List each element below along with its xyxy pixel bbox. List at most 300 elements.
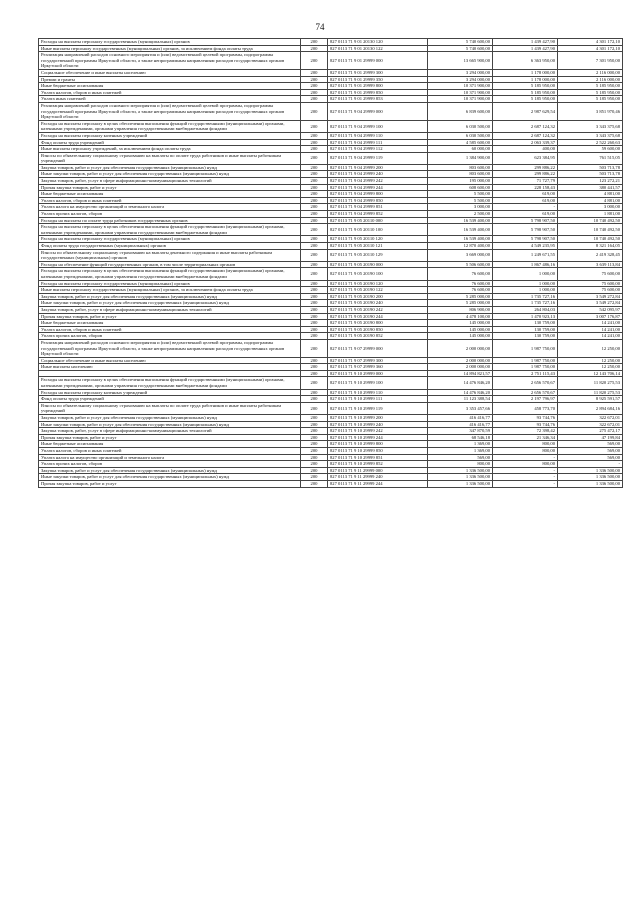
executed-amount-cell: 1 987 750,00 — [493, 339, 558, 357]
table-row — [39, 39, 623, 46]
table-body — [39, 39, 623, 488]
budget-classification-code-cell: 827 0113 71 9 05 20190 800 — [328, 320, 428, 327]
line-code-cell: 200 — [301, 421, 328, 428]
table-row — [39, 357, 623, 364]
table-row — [39, 268, 623, 280]
executed-amount-cell: 71 727,79 — [493, 178, 558, 185]
unexecuted-amount-cell: 3 549 272,84 — [558, 293, 623, 300]
unexecuted-amount-cell: 11 820 275,53 — [558, 389, 623, 396]
executed-amount-cell: 2 687 124,32 — [493, 132, 558, 139]
expense-name-cell: Уплата налога на имущество организаций и земельного налога — [39, 454, 301, 461]
executed-amount-cell: 228 158,43 — [493, 184, 558, 191]
expense-name-cell: Иные бюджетные ассигнования — [39, 83, 301, 90]
budget-classification-code-cell: 827 0113 71 9 04 29999 852 — [328, 211, 428, 218]
table-row — [39, 139, 623, 146]
expense-name-cell: Расходы на выплаты персоналу в целях обеспечения выполнения функций государственными (муниципальными) органами, казенными учреждениями, органами управления государственными внебюджетными фондами — [39, 120, 301, 132]
executed-amount-cell: 623 384,95 — [493, 152, 558, 164]
table-row — [39, 480, 623, 487]
expense-name-cell: Взносы по обязательному социальному страхованию на выплаты денежного содержания и иные выплаты работникам государственных (муниципальных) органов — [39, 249, 301, 261]
approved-amount-cell: 5 500,00 — [428, 191, 493, 198]
table-row — [39, 83, 623, 90]
unexecuted-amount-cell: 5 185 950,00 — [558, 96, 623, 103]
budget-classification-code-cell: 827 0113 71 9 05 20110 120 — [328, 236, 428, 243]
unexecuted-amount-cell: 8 925 591,57 — [558, 396, 623, 403]
executed-amount-cell: 458 773,70 — [493, 402, 558, 414]
expense-name-cell: Уплата налогов, сборов и иных платежей — [39, 89, 301, 96]
budget-classification-code-cell: 827 0113 71 9 04 29999 119 — [328, 152, 428, 164]
table-row — [39, 402, 623, 414]
expense-name-cell: Иные выплаты населению — [39, 364, 301, 371]
budget-classification-code-cell: 827 0113 71 9 10 29999 119 — [328, 402, 428, 414]
expense-name-cell: Иные бюджетные ассигнования — [39, 320, 301, 327]
line-code-cell: 200 — [301, 480, 328, 487]
line-code-cell: 200 — [301, 89, 328, 96]
unexecuted-amount-cell: 3 639 113,84 — [558, 261, 623, 268]
table-row — [39, 146, 623, 153]
budget-classification-code-cell: 827 0113 71 9 04 29999 111 — [328, 139, 428, 146]
executed-amount-cell: 2 656 570,67 — [493, 377, 558, 389]
executed-amount-cell: 400,00 — [493, 146, 558, 153]
expense-name-cell: Закупка товаров, работ и услуг для обеспечения государственных (муниципальных) нужд — [39, 415, 301, 422]
expense-name-cell: Иные закупки товаров, работ и услуг для обеспечения государственных (муниципальных) нужд — [39, 300, 301, 307]
budget-classification-code-cell: 827 0113 71 9 05 20110 121 — [328, 243, 428, 250]
budget-classification-code-cell: 827 0113 71 9 10 29999 850 — [328, 448, 428, 455]
line-code-cell: 200 — [301, 45, 328, 52]
line-code-cell: 200 — [301, 357, 328, 364]
expense-name-cell: Расходы на выплаты персоналу казенных учреждений — [39, 389, 301, 396]
executed-amount-cell: 1 735 727,16 — [493, 300, 558, 307]
approved-amount-cell: 76 600,00 — [428, 268, 493, 280]
expense-name-cell: Закупка товаров, работ и услуг для обеспечения государственных (муниципальных) нужд — [39, 293, 301, 300]
line-code-cell: 200 — [301, 389, 328, 396]
expense-name-cell: Прочая закупка товаров, работ и услуг — [39, 480, 301, 487]
line-code-cell: 200 — [301, 261, 328, 268]
unexecuted-amount-cell: 75 600,00 — [558, 268, 623, 280]
table-row — [39, 428, 623, 435]
line-code-cell: 200 — [301, 320, 328, 327]
expense-name-cell: Уплата прочих налогов, сборов — [39, 461, 301, 468]
table-row — [39, 467, 623, 474]
line-code-cell: 200 — [301, 236, 328, 243]
approved-amount-cell: 195 000,00 — [428, 178, 493, 185]
table-row — [39, 441, 623, 448]
approved-amount-cell: 10 371 900,00 — [428, 89, 493, 96]
expense-name-cell: Иные выплаты персоналу государственных (муниципальных) органов, за исключением фонда оплаты труда — [39, 287, 301, 294]
unexecuted-amount-cell: 1 881,00 — [558, 211, 623, 218]
table-row — [39, 164, 623, 171]
executed-amount-cell: 800,00 — [493, 448, 558, 455]
expense-name-cell: Расходы на выплаты по оплате труда работников государственных органов — [39, 217, 301, 224]
unexecuted-amount-cell: 2 116 000,00 — [558, 76, 623, 83]
line-code-cell: 200 — [301, 268, 328, 280]
expense-name-cell: Расходы на выплаты персоналу в целях обеспечения выполнения функций государственными (муниципальными) органами, казенными учреждениями, органами управления государственными внебюджетными фондами — [39, 224, 301, 236]
unexecuted-amount-cell: - — [558, 461, 623, 468]
budget-classification-code-cell: 827 0113 71 9 01 29999 800 — [328, 83, 428, 90]
approved-amount-cell: 16 539 400,00 — [428, 217, 493, 224]
approved-amount-cell: 68 546,18 — [428, 434, 493, 441]
budget-classification-code-cell: 827 0113 71 9 04 29999 110 — [328, 132, 428, 139]
expense-name-cell: Прочая закупка товаров, работ и услуг — [39, 434, 301, 441]
unexecuted-amount-cell: 4 301 172,10 — [558, 39, 623, 46]
unexecuted-amount-cell: 5 185 950,00 — [558, 89, 623, 96]
budget-classification-code-cell: 827 0113 71 9 10 29999 100 — [328, 377, 428, 389]
budget-classification-code-cell: 827 0113 71 9 01 29999 000 — [328, 52, 428, 70]
table-row — [39, 184, 623, 191]
executed-amount-cell: 5 185 950,00 — [493, 96, 558, 103]
executed-amount-cell: 299 886,22 — [493, 171, 558, 178]
unexecuted-amount-cell: 47 199,84 — [558, 434, 623, 441]
unexecuted-amount-cell: 12 250,00 — [558, 339, 623, 357]
approved-amount-cell: 76 600,00 — [428, 287, 493, 294]
line-code-cell: 200 — [301, 402, 328, 414]
line-code-cell: 200 — [301, 364, 328, 371]
approved-amount-cell: 16 539 400,00 — [428, 236, 493, 243]
table-row — [39, 280, 623, 287]
expense-name-cell: Уплата налога на имущество организаций и земельного налога — [39, 204, 301, 211]
approved-amount-cell: 14 476 846,20 — [428, 377, 493, 389]
executed-amount-cell: 800,00 — [493, 441, 558, 448]
budget-classification-code-cell: 827 0113 71 9 11 29999 000 — [328, 467, 428, 474]
expense-name-cell: Взносы по обязательному социальному страхованию на выплаты по оплате труда работников и иные выплаты работникам учреждений — [39, 152, 301, 164]
approved-amount-cell: 1 384 900,00 — [428, 152, 493, 164]
unexecuted-amount-cell: 123 272,21 — [558, 178, 623, 185]
approved-amount-cell: 14 476 846,20 — [428, 389, 493, 396]
table-row — [39, 178, 623, 185]
executed-amount-cell: 1 000,00 — [493, 268, 558, 280]
table-row — [39, 197, 623, 204]
unexecuted-amount-cell: 10 740 492,50 — [558, 224, 623, 236]
unexecuted-amount-cell: 761 515,05 — [558, 152, 623, 164]
table-row — [39, 370, 623, 377]
line-code-cell: 200 — [301, 76, 328, 83]
table-row — [39, 287, 623, 294]
approved-amount-cell: 6 030 500,00 — [428, 132, 493, 139]
table-row — [39, 89, 623, 96]
line-code-cell: 200 — [301, 204, 328, 211]
expense-name-cell: Фонд оплаты труда учреждений — [39, 396, 301, 403]
line-code-cell: 200 — [301, 287, 328, 294]
expense-name-cell: Иные бюджетные ассигнования — [39, 191, 301, 198]
expense-name-cell: Уплата прочих налогов, сборов — [39, 333, 301, 340]
budget-classification-code-cell: 827 0113 71 9 07 29999 300 — [328, 357, 428, 364]
executed-amount-cell: 1 439 427,90 — [493, 45, 558, 52]
executed-amount-cell: 5 798 907,50 — [493, 224, 558, 236]
table-row — [39, 96, 623, 103]
line-code-cell: 200 — [301, 415, 328, 422]
unexecuted-amount-cell: 3 007 176,87 — [558, 313, 623, 320]
budget-classification-code-cell: 827 0113 71 9 05 20190 000 — [328, 261, 428, 268]
budget-classification-code-cell: 827 0113 71 9 10 29999 244 — [328, 434, 428, 441]
executed-amount-cell: 1 249 671,55 — [493, 249, 558, 261]
executed-amount-cell: 5 185 950,00 — [493, 89, 558, 96]
approved-amount-cell: 1 336 500,00 — [428, 474, 493, 481]
budget-execution-table — [38, 38, 623, 488]
unexecuted-amount-cell: 5 185 950,00 — [558, 83, 623, 90]
budget-classification-code-cell: 827 0113 71 9 05 20190 200 — [328, 293, 428, 300]
approved-amount-cell: 3 294 000,00 — [428, 69, 493, 76]
expense-name-cell: Фонд оплаты труда учреждений — [39, 139, 301, 146]
budget-classification-code-cell: 827 0113 71 9 10 29999 000 — [328, 370, 428, 377]
line-code-cell: 200 — [301, 211, 328, 218]
unexecuted-amount-cell: 569,00 — [558, 454, 623, 461]
unexecuted-amount-cell: 2 419 328,45 — [558, 249, 623, 261]
line-code-cell: 200 — [301, 333, 328, 340]
expense-name-cell: Реализация направлений расходов основного мероприятия и (или) ведомственной целевой программы, подпрограммы государственной программы Иркутской области, а также непрограммным направлениям расходов государственных органов Иркутской области — [39, 339, 301, 357]
approved-amount-cell: 347 870,59 — [428, 428, 493, 435]
budget-classification-code-cell: 827 0113 71 9 10 29999 242 — [328, 428, 428, 435]
unexecuted-amount-cell: 322 672,01 — [558, 421, 623, 428]
executed-amount-cell: 2 751 115,43 — [493, 370, 558, 377]
table-row — [39, 224, 623, 236]
executed-amount-cell: 2 987 629,54 — [493, 102, 558, 120]
table-row — [39, 152, 623, 164]
table-row — [39, 313, 623, 320]
unexecuted-amount-cell: 1 336 500,00 — [558, 474, 623, 481]
budget-classification-code-cell: 827 0113 71 9 01 29999 853 — [328, 96, 428, 103]
approved-amount-cell: 608 600,00 — [428, 184, 493, 191]
approved-amount-cell: 5 285 000,00 — [428, 300, 493, 307]
expense-name-cell: Иные закупки товаров, работ и услуг для обеспечения государственных (муниципальных) нужд — [39, 421, 301, 428]
budget-classification-code-cell: 827 0113 71 9 01 29999 300 — [328, 69, 428, 76]
line-code-cell: 200 — [301, 339, 328, 357]
table-row — [39, 120, 623, 132]
line-code-cell: 200 — [301, 434, 328, 441]
budget-classification-code-cell: 827 0113 71 9 04 29999 242 — [328, 178, 428, 185]
table-row — [39, 389, 623, 396]
unexecuted-amount-cell: 3 000,00 — [558, 204, 623, 211]
budget-classification-code-cell: 827 0113 71 9 10 29999 851 — [328, 454, 428, 461]
expense-name-cell: Закупка товаров, работ, услуг в сфере информационно-коммуникационных технологий — [39, 178, 301, 185]
executed-amount-cell: 1 000,00 — [493, 287, 558, 294]
line-code-cell: 200 — [301, 467, 328, 474]
approved-amount-cell: 11 123 388,54 — [428, 396, 493, 403]
budget-classification-code-cell: 827 0113 71 9 01 20130 122 — [328, 45, 428, 52]
table-row — [39, 320, 623, 327]
table-row — [39, 306, 623, 313]
line-code-cell: 200 — [301, 474, 328, 481]
approved-amount-cell: 76 600,00 — [428, 280, 493, 287]
unexecuted-amount-cell: 7 301 950,00 — [558, 52, 623, 70]
line-code-cell: 200 — [301, 146, 328, 153]
table-row — [39, 45, 623, 52]
executed-amount-cell: 299 886,22 — [493, 164, 558, 171]
budget-classification-code-cell: 827 0113 71 9 04 29999 850 — [328, 197, 428, 204]
unexecuted-amount-cell: 275 472,17 — [558, 428, 623, 435]
approved-amount-cell: 3 294 000,00 — [428, 76, 493, 83]
unexecuted-amount-cell: 75 600,00 — [558, 280, 623, 287]
executed-amount-cell: - — [493, 467, 558, 474]
expense-name-cell: Уплата налогов, сборов и иных платежей — [39, 326, 301, 333]
table-row — [39, 377, 623, 389]
expense-name-cell: Закупка товаров, работ, услуг в сфере информационно-коммуникационных технологий — [39, 306, 301, 313]
expense-name-cell: Реализация направлений расходов основного мероприятия и (или) ведомственной целевой программы, подпрограммы государственной программы Иркутской области, а также непрограммным направлениям расходов государственных органов Иркутской области — [39, 52, 301, 70]
executed-amount-cell: - — [493, 454, 558, 461]
executed-amount-cell: 1 470 923,13 — [493, 313, 558, 320]
unexecuted-amount-cell: 4 301 172,10 — [558, 45, 623, 52]
approved-amount-cell: 4 478 100,00 — [428, 313, 493, 320]
expense-name-cell: Прочая закупка товаров, работ и услуг — [39, 313, 301, 320]
unexecuted-amount-cell: 322 672,01 — [558, 415, 623, 422]
expense-name-cell: Расходы на выплаты персоналу казенных учреждений — [39, 132, 301, 139]
table-row — [39, 217, 623, 224]
expense-name-cell: Расходы на выплаты персоналу государственных (муниципальных) органов — [39, 280, 301, 287]
budget-classification-code-cell: 827 0113 71 9 07 29999 000 — [328, 339, 428, 357]
expense-name-cell: Социальное обеспечение и иные выплаты населению — [39, 357, 301, 364]
table-row — [39, 293, 623, 300]
executed-amount-cell: 1 000,00 — [493, 280, 558, 287]
table-row — [39, 461, 623, 468]
expense-name-cell: Прочая закупка товаров, работ и услуг — [39, 184, 301, 191]
table-row — [39, 300, 623, 307]
line-code-cell: 200 — [301, 441, 328, 448]
unexecuted-amount-cell: 3 851 970,46 — [558, 102, 623, 120]
table-row — [39, 454, 623, 461]
executed-amount-cell: 6 363 950,00 — [493, 52, 558, 70]
expense-name-cell: Взносы по обязательному социальному страхованию на выплаты по оплате труда работников и иные выплаты работникам учреждений — [39, 402, 301, 414]
approved-amount-cell: 4 585 600,00 — [428, 139, 493, 146]
approved-amount-cell: 1 336 500,00 — [428, 467, 493, 474]
approved-amount-cell: 416 416,77 — [428, 421, 493, 428]
expense-name-cell — [39, 370, 301, 377]
budget-classification-code-cell: 827 0113 71 9 11 29999 240 — [328, 474, 428, 481]
budget-classification-code-cell: 827 0113 71 9 04 29999 000 — [328, 102, 428, 120]
table-row — [39, 448, 623, 455]
executed-amount-cell: 1 178 000,00 — [493, 69, 558, 76]
budget-classification-code-cell: 827 0113 71 9 04 29999 112 — [328, 146, 428, 153]
approved-amount-cell: 569,00 — [428, 454, 493, 461]
expense-name-cell: Расходы на выплаты персоналу государственных (муниципальных) органов — [39, 236, 301, 243]
approved-amount-cell: 5 500,00 — [428, 197, 493, 204]
executed-amount-cell: 21 346,34 — [493, 434, 558, 441]
budget-classification-code-cell: 827 0113 71 9 05 20190 240 — [328, 300, 428, 307]
line-code-cell: 200 — [301, 448, 328, 455]
budget-classification-code-cell: 827 0113 71 9 04 29999 240 — [328, 171, 428, 178]
expense-name-cell: Расходы на выплаты персоналу государственных (муниципальных) органов — [39, 39, 301, 46]
unexecuted-amount-cell: 569,00 — [558, 441, 623, 448]
table-row — [39, 474, 623, 481]
line-code-cell: 200 — [301, 280, 328, 287]
table-row — [39, 415, 623, 422]
approved-amount-cell: 10 371 900,00 — [428, 96, 493, 103]
line-code-cell: 200 — [301, 152, 328, 164]
table-row — [39, 261, 623, 268]
approved-amount-cell: 60 000,00 — [428, 146, 493, 153]
unexecuted-amount-cell: 10 740 492,50 — [558, 217, 623, 224]
executed-amount-cell: 1 987 750,00 — [493, 357, 558, 364]
expense-name-cell: Уплата налогов, сборов и иных платежей — [39, 197, 301, 204]
line-code-cell: 200 — [301, 164, 328, 171]
table-row — [39, 102, 623, 120]
expense-name-cell: Социальное обеспечение и иные выплаты населению — [39, 69, 301, 76]
line-code-cell: 200 — [301, 96, 328, 103]
budget-classification-code-cell: 827 0113 71 9 01 20130 120 — [328, 39, 428, 46]
executed-amount-cell: 1 987 750,00 — [493, 364, 558, 371]
executed-amount-cell: 93 744,76 — [493, 415, 558, 422]
line-code-cell: 200 — [301, 293, 328, 300]
executed-amount-cell: 5 798 907,50 — [493, 217, 558, 224]
budget-classification-code-cell: 827 0113 71 9 05 20190 242 — [328, 306, 428, 313]
table-row — [39, 69, 623, 76]
executed-amount-cell: 2 197 796,97 — [493, 396, 558, 403]
executed-amount-cell: 619,00 — [493, 211, 558, 218]
budget-classification-code-cell: 827 0113 71 9 10 29999 110 — [328, 389, 428, 396]
executed-amount-cell: 93 744,76 — [493, 421, 558, 428]
expense-name-cell: Иные выплаты персоналу учреждений, за исключением фонда оплаты труда — [39, 146, 301, 153]
line-code-cell: 200 — [301, 454, 328, 461]
budget-classification-code-cell: 827 0113 71 9 10 29999 111 — [328, 396, 428, 403]
unexecuted-amount-cell: 12 250,00 — [558, 357, 623, 364]
executed-amount-cell: 800,00 — [493, 461, 558, 468]
line-code-cell: 200 — [301, 83, 328, 90]
line-code-cell: 200 — [301, 120, 328, 132]
approved-amount-cell: 145 000,00 — [428, 333, 493, 340]
table-row — [39, 204, 623, 211]
unexecuted-amount-cell: 3 549 272,84 — [558, 300, 623, 307]
table-row — [39, 364, 623, 371]
executed-amount-cell: 130 759,00 — [493, 326, 558, 333]
unexecuted-amount-cell: 12 250,00 — [558, 364, 623, 371]
budget-classification-code-cell: 827 0113 71 9 10 29999 240 — [328, 421, 428, 428]
executed-amount-cell: - — [493, 480, 558, 487]
table-row — [39, 421, 623, 428]
budget-classification-code-cell: 827 0113 71 9 05 20110 100 — [328, 224, 428, 236]
approved-amount-cell: 3 669 000,00 — [428, 249, 493, 261]
unexecuted-amount-cell: 8 321 164,05 — [558, 243, 623, 250]
budget-classification-code-cell: 827 0113 71 9 05 20190 122 — [328, 287, 428, 294]
budget-classification-code-cell: 827 0113 71 9 05 20190 850 — [328, 326, 428, 333]
table-row — [39, 76, 623, 83]
executed-amount-cell: 4 549 235,95 — [493, 243, 558, 250]
budget-classification-code-cell: 827 0113 71 9 05 20190 244 — [328, 313, 428, 320]
expense-name-cell: Премии и гранты — [39, 76, 301, 83]
line-code-cell: 200 — [301, 300, 328, 307]
line-code-cell: 200 — [301, 191, 328, 198]
unexecuted-amount-cell: 3 343 375,68 — [558, 132, 623, 139]
table-row — [39, 396, 623, 403]
unexecuted-amount-cell: 10 740 492,50 — [558, 236, 623, 243]
budget-classification-code-cell: 827 0113 71 9 11 29999 244 — [328, 480, 428, 487]
line-code-cell: 200 — [301, 313, 328, 320]
approved-amount-cell: 800,00 — [428, 461, 493, 468]
budget-classification-code-cell: 827 0113 71 9 05 20190 852 — [328, 333, 428, 340]
approved-amount-cell: 5 740 600,00 — [428, 45, 493, 52]
table-row — [39, 434, 623, 441]
expense-name-cell: Реализация направлений расходов основного мероприятия и (или) ведомственной целевой программы, подпрограммы государственной программы Иркутской области, а также непрограммным направлениям расходов государственных органов Иркутской области — [39, 102, 301, 120]
budget-classification-code-cell: 827 0113 71 9 05 20110 129 — [328, 249, 428, 261]
executed-amount-cell: 5 798 907,50 — [493, 236, 558, 243]
budget-classification-code-cell: 827 0113 71 9 10 29999 200 — [328, 415, 428, 422]
unexecuted-amount-cell: 4 881,00 — [558, 191, 623, 198]
table-row — [39, 243, 623, 250]
line-code-cell: 200 — [301, 52, 328, 70]
approved-amount-cell: 3 000,00 — [428, 204, 493, 211]
expense-name-cell: Закупка товаров, работ, услуг в сфере информационно-коммуникационных технологий — [39, 428, 301, 435]
approved-amount-cell: 2 500,00 — [428, 211, 493, 218]
approved-amount-cell: 803 600,00 — [428, 171, 493, 178]
unexecuted-amount-cell: 12 143 706,14 — [558, 370, 623, 377]
line-code-cell: 200 — [301, 243, 328, 250]
budget-classification-code-cell: 827 0113 71 9 05 20190 120 — [328, 280, 428, 287]
table-row — [39, 132, 623, 139]
budget-classification-code-cell: 827 0113 71 9 07 29999 360 — [328, 364, 428, 371]
line-code-cell: 200 — [301, 370, 328, 377]
approved-amount-cell: 5 285 000,00 — [428, 293, 493, 300]
budget-classification-code-cell: 827 0113 71 9 01 29999 850 — [328, 89, 428, 96]
unexecuted-amount-cell: 2 894 684,16 — [558, 402, 623, 414]
line-code-cell: 200 — [301, 306, 328, 313]
approved-amount-cell: 5 740 600,00 — [428, 39, 493, 46]
approved-amount-cell: 12 870 400,00 — [428, 243, 493, 250]
